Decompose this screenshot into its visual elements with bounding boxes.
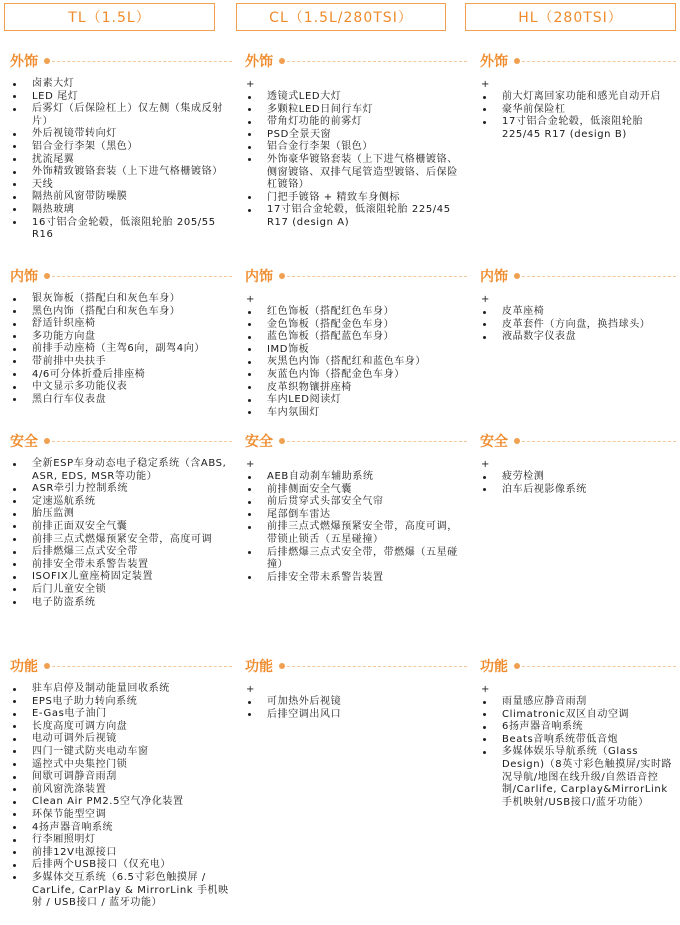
list-item: 舒适针织座椅 — [10, 318, 232, 331]
dashed-divider — [287, 441, 467, 442]
list-item: 6扬声器音响系统 — [480, 721, 676, 734]
list-item: 扰流尾翼 — [10, 154, 232, 167]
dot-icon — [44, 663, 50, 669]
section-exterior — [245, 52, 467, 230]
section-title: 内饰 — [480, 269, 508, 285]
section-function — [480, 657, 676, 809]
section-function — [10, 657, 232, 910]
dot-icon — [514, 438, 520, 444]
list-item: 前排三点式燃爆预紧安全带，高度可调，带锁止锁舌（五星碰撞） — [245, 521, 467, 546]
list-item: 液晶数字仪表盘 — [480, 331, 676, 344]
section-title: 外饰 — [480, 54, 508, 70]
list-item: 外饰豪华镀铬套装（上下进气格栅镀铬、侧窗镀铬、双排气尾管造型镀铬、后保险杠镀铬） — [245, 154, 467, 192]
list-item: Clean Air PM2.5空气净化装置 — [10, 796, 232, 809]
plus-marker: + — [246, 294, 255, 305]
list-item: 前风窗洗涤装置 — [10, 784, 232, 797]
list-item: 带前排中央扶手 — [10, 356, 232, 369]
list-item: 间歇可调静音雨刮 — [10, 771, 232, 784]
section-exterior — [480, 52, 676, 141]
list-item: 前排12V电源接口 — [10, 847, 232, 860]
list-item: 后排燃爆三点式安全带，带燃爆（五星碰撞） — [245, 547, 467, 572]
section-safety — [245, 432, 467, 584]
list-item: 天线 — [10, 179, 232, 192]
list-item: ISOFIX儿童座椅固定装置 — [10, 571, 232, 584]
list-item: 4扬声器音响系统 — [10, 822, 232, 835]
dashed-divider — [287, 276, 467, 277]
list-item: 电动可调外后视镜 — [10, 733, 232, 746]
section-title: 外饰 — [245, 54, 273, 70]
list-item: PSD全景天窗 — [245, 129, 467, 142]
list-item: 车内氛围灯 — [245, 407, 467, 420]
item-list — [245, 696, 467, 721]
list-item: 可加热外后视镜 — [245, 696, 467, 709]
list-item: 卤素大灯 — [10, 78, 232, 91]
list-item: E-Gas电子油门 — [10, 708, 232, 721]
dashed-divider — [522, 441, 676, 442]
list-item: 16寸铝合金轮毂，低滚阻轮胎 205/55 R16 — [10, 217, 232, 242]
item-list — [245, 471, 467, 584]
list-item: 隔热前风窗带防噪膜 — [10, 191, 232, 204]
list-item: 四门一键式防夹电动车窗 — [10, 746, 232, 759]
list-item: 胎压监测 — [10, 508, 232, 521]
list-item: 多功能方向盘 — [10, 331, 232, 344]
dashed-divider — [522, 276, 676, 277]
list-item: 金色饰板（搭配金色车身） — [245, 319, 467, 332]
list-item: 多颗粒LED日间行车灯 — [245, 104, 467, 117]
dot-icon — [279, 438, 285, 444]
section-function — [245, 657, 467, 721]
section-title: 外饰 — [10, 54, 38, 70]
list-item: 后排空调出风口 — [245, 709, 467, 722]
header-cl: CL（1.5L/280TSI） — [236, 3, 446, 31]
list-item: 皮革织物镶拼座椅 — [245, 382, 467, 395]
list-item: 尾部倒车雷达 — [245, 509, 467, 522]
list-item: 后雾灯（后保险杠上）仅左侧（集成反射片） — [10, 103, 232, 128]
dot-icon — [279, 273, 285, 279]
section-title: 内饰 — [10, 269, 38, 285]
list-item: 4/6可分体折叠后排座椅 — [10, 369, 232, 382]
list-item: EPS电子助力转向系统 — [10, 696, 232, 709]
item-list — [480, 696, 676, 809]
list-item: 透镜式LED大灯 — [245, 91, 467, 104]
list-item: 后门儿童安全锁 — [10, 584, 232, 597]
section-title: 功能 — [10, 659, 38, 675]
list-item: AEB自动刹车辅助系统 — [245, 471, 467, 484]
dashed-divider — [522, 666, 676, 667]
list-item: 车内LED阅读灯 — [245, 394, 467, 407]
list-item: 豪华前保险杠 — [480, 104, 676, 117]
list-item: 黑色内饰（搭配白和灰色车身） — [10, 306, 232, 319]
list-item: 外饰精致镀铬套装（上下进气格栅镀铬） — [10, 166, 232, 179]
dashed-divider — [52, 666, 232, 667]
list-item: 前排侧面安全气囊 — [245, 484, 467, 497]
list-item: 17寸铝合金轮毂，低滚阻轮胎 225/45 R17 (design B) — [480, 116, 676, 141]
list-item: 长度高度可调方向盘 — [10, 721, 232, 734]
list-item: 环保节能型空调 — [10, 809, 232, 822]
dot-icon — [44, 438, 50, 444]
header-tl: TL（1.5L） — [4, 3, 215, 31]
list-item: 铝合金行李架（银色） — [245, 141, 467, 154]
item-list — [245, 306, 467, 419]
item-list — [480, 91, 676, 141]
list-item: 前大灯离回家功能和感光自动开启 — [480, 91, 676, 104]
list-item: 定速巡航系统 — [10, 496, 232, 509]
list-item: 雨量感应静音雨刮 — [480, 696, 676, 709]
list-item: 后排两个USB接口（仅充电） — [10, 859, 232, 872]
list-item: 17寸铝合金轮毂，低滚阻轮胎 225/45 R17 (design A) — [245, 204, 467, 229]
section-exterior — [10, 52, 232, 242]
section-title: 功能 — [245, 659, 273, 675]
header-hl: HL（280TSI） — [465, 3, 676, 31]
item-list — [480, 471, 676, 496]
dot-icon — [44, 273, 50, 279]
list-item: 驻车启停及制动能量回收系统 — [10, 683, 232, 696]
column-cl — [245, 0, 467, 925]
list-item: 皮革套件（方向盘，换挡球头） — [480, 319, 676, 332]
section-interior — [245, 267, 467, 419]
list-item: 蓝色饰板（搭配蓝色车身） — [245, 331, 467, 344]
item-list — [480, 306, 676, 344]
list-item: 前排三点式燃爆预紧安全带，高度可调 — [10, 534, 232, 547]
section-safety — [480, 432, 676, 496]
list-item: 前后贯穿式头部安全气帘 — [245, 496, 467, 509]
list-item: 遥控式中央集控门锁 — [10, 759, 232, 772]
list-item: 疲劳检测 — [480, 471, 676, 484]
list-item: 隔热玻璃 — [10, 204, 232, 217]
dashed-divider — [522, 61, 676, 62]
list-item: 门把手镀铬 + 精致车身侧标 — [245, 192, 467, 205]
item-list — [10, 683, 232, 910]
list-item: 后排燃爆三点式安全带 — [10, 546, 232, 559]
section-title: 安全 — [480, 434, 508, 450]
section-title: 安全 — [245, 434, 273, 450]
list-item: 红色饰板（搭配红色车身） — [245, 306, 467, 319]
dot-icon — [514, 663, 520, 669]
item-list — [10, 458, 232, 609]
plus-marker: + — [246, 684, 255, 695]
plus-marker: + — [481, 79, 490, 90]
list-item: 前排正面双安全气囊 — [10, 521, 232, 534]
list-item: 多媒体娱乐导航系统（Glass Design)（8英寸彩色触摸屏/实时路况导航/地图在线升级/自然语音控制/Carlife, Carplay&MirrorLink手机映射/USB接口/蓝牙功能） — [480, 746, 676, 809]
plus-marker: + — [481, 684, 490, 695]
list-item: 全新ESP车身动态电子稳定系统（含ABS, ASR, EDS, MSR等功能） — [10, 458, 232, 483]
plus-marker: + — [481, 294, 490, 305]
plus-marker: + — [246, 459, 255, 470]
list-item: IMD饰板 — [245, 344, 467, 357]
dashed-divider — [52, 276, 232, 277]
section-title: 功能 — [480, 659, 508, 675]
list-item: 中文显示多功能仪表 — [10, 381, 232, 394]
dot-icon — [514, 273, 520, 279]
column-hl — [480, 0, 676, 925]
column-tl — [10, 0, 232, 925]
list-item: 灰蓝色内饰（搭配金色车身） — [245, 369, 467, 382]
item-list — [10, 78, 232, 242]
item-list — [10, 293, 232, 406]
list-item: 外后视镜带转向灯 — [10, 128, 232, 141]
list-item: ASR牵引力控制系统 — [10, 483, 232, 496]
section-interior — [10, 267, 232, 406]
item-list — [245, 91, 467, 230]
list-item: 多媒体交互系统（6.5寸彩色触摸屏 / CarLife, CarPlay & MirrorLink 手机映射 / USB接口 / 蓝牙功能） — [10, 872, 232, 910]
section-title: 安全 — [10, 434, 38, 450]
list-item: 前排手动座椅（主驾6向，副驾4向） — [10, 343, 232, 356]
list-item: 前排安全带未系警告装置 — [10, 559, 232, 572]
dashed-divider — [287, 61, 467, 62]
list-item: 铝合金行李架（黑色） — [10, 141, 232, 154]
section-title: 内饰 — [245, 269, 273, 285]
dot-icon — [279, 663, 285, 669]
plus-marker: + — [481, 459, 490, 470]
list-item: 灰黑色内饰（搭配红和蓝色车身） — [245, 356, 467, 369]
list-item: 皮革座椅 — [480, 306, 676, 319]
list-item: 黑白行车仪表盘 — [10, 394, 232, 407]
list-item: 行李厢照明灯 — [10, 834, 232, 847]
dashed-divider — [52, 61, 232, 62]
dashed-divider — [287, 666, 467, 667]
dot-icon — [44, 58, 50, 64]
list-item: LED 尾灯 — [10, 91, 232, 104]
list-item: 泊车后视影像系统 — [480, 484, 676, 497]
dot-icon — [279, 58, 285, 64]
list-item: 银灰饰板（搭配白和灰色车身） — [10, 293, 232, 306]
list-item: Beats音响系统带低音炮 — [480, 734, 676, 747]
list-item: Climatronic双区自动空调 — [480, 709, 676, 722]
plus-marker: + — [246, 79, 255, 90]
list-item: 电子防盗系统 — [10, 597, 232, 610]
section-interior — [480, 267, 676, 344]
section-safety — [10, 432, 232, 609]
list-item: 后排安全带未系警告装置 — [245, 572, 467, 585]
list-item: 带角灯功能的前雾灯 — [245, 116, 467, 129]
dot-icon — [514, 58, 520, 64]
dashed-divider — [52, 441, 232, 442]
